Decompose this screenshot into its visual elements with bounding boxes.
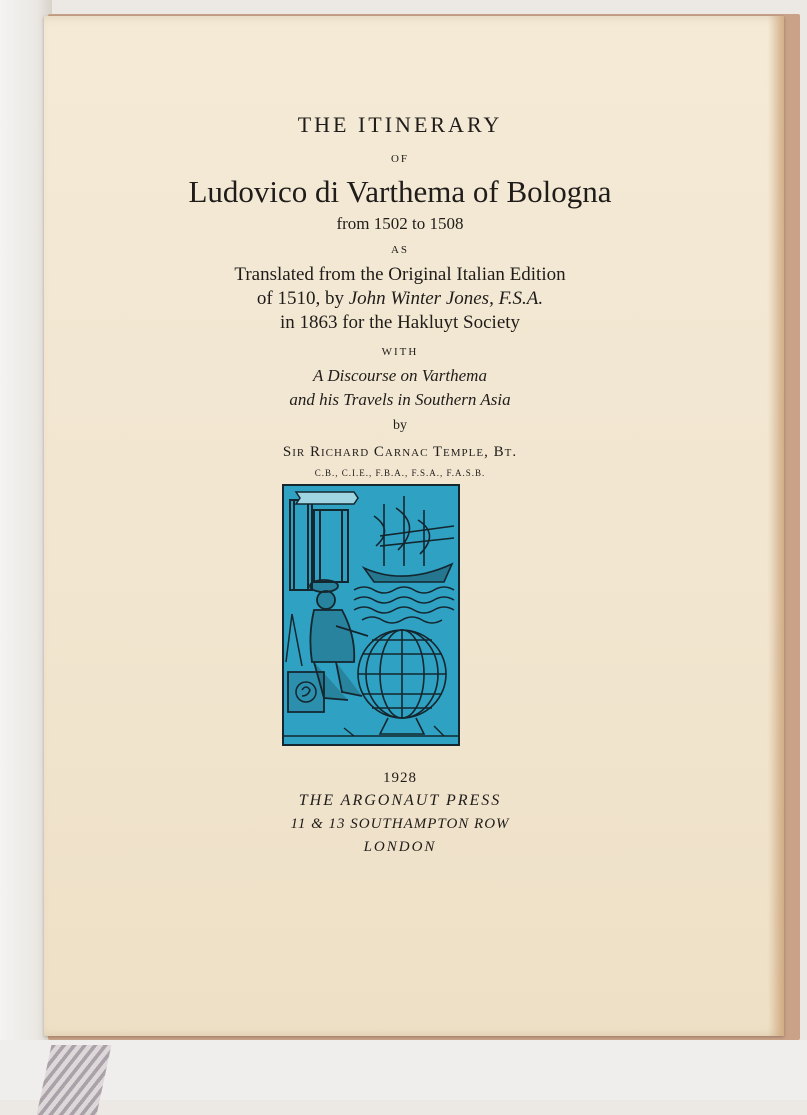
publication-year: 1928 [383,770,417,786]
publisher-name: THE ARGONAUT PRESS [298,792,502,809]
title-line-as: AS [390,244,410,256]
author-credentials: C.B., C.I.E., F.B.A., F.S.A., F.A.S.B. [314,468,486,478]
title-line-years: from 1502 to 1508 [336,214,464,233]
author-name: Sir Richard Carnac Temple, Bt. [282,444,518,460]
title-line-name: Ludovico di Varthema of Bologna [188,174,612,209]
translation-line-2-prefix: of 1510, by [256,288,349,309]
translation-line-3: in 1863 for the Hakluyt Society [279,312,521,333]
title-line-by: by [393,418,407,433]
title-line-of: OF [390,153,410,165]
translator-name: John Winter Jones, F.S.A. [348,288,544,309]
publisher-city: LONDON [363,839,437,855]
translation-line-1: Translated from the Original Italian Edition [234,264,566,285]
translation-line-2 [30,288,770,310]
woodcut-illustration [282,484,460,746]
discourse-line-2: and his Travels in Southern Asia [289,390,511,409]
desk-background-bottom [0,1040,807,1100]
discourse-line-1: A Discourse on Varthema [313,366,487,385]
title-line-itinerary: THE ITINERARY [297,112,503,137]
woodcut-navigator-globe-image [284,486,458,744]
title-page [44,16,784,1036]
title-line-with: WITH [381,346,419,358]
page-edge-foxing [768,16,784,1036]
publisher-address: 11 & 13 SOUTHAMPTON ROW [290,816,510,832]
